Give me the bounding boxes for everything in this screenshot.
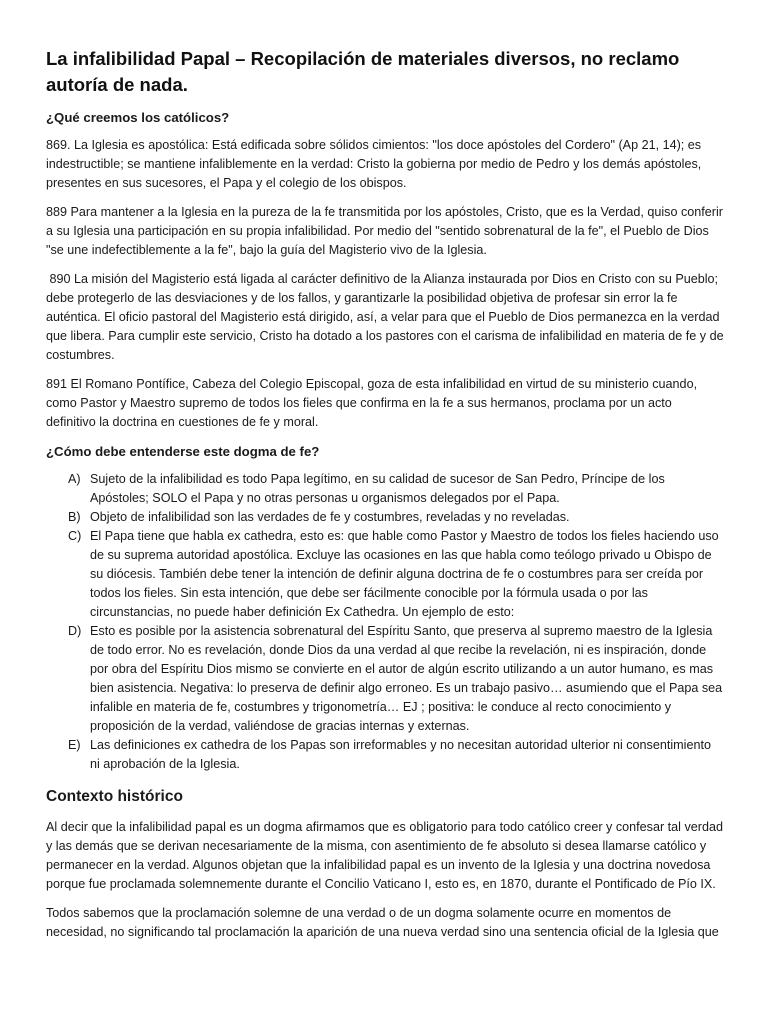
- lettered-list: [46, 470, 724, 774]
- list-item-text: Esto es posible por la asistencia sobrenatural del Espíritu Santo, que preserva al supremo maestro de la Iglesia de todo error. No es revelación, donde Dios da una verdad al que recibe la revelación, ni es inspiración, donde por obra del Espíritu Dios mismo se convierte en el autor de algún escrito utilizando a un autor humano, es mas bien asistencia. Negativa: lo preserva de definir algo erroneo. Es un trabajo pasivo… asumiendo que el Papa sea infalible en materia de fe, costumbres y trigonometría… EJ ; positiva: le conduce al recto conocimiento y proposición de la verdad, valiéndose de gracias internas y externas.: [90, 624, 723, 733]
- question-heading-1: ¿Qué creemos los católicos?: [46, 110, 230, 125]
- list-marker: D): [68, 624, 82, 638]
- list-item-text: Las definiciones ex cathedra de los Papas son irreformables y no necesitan autoridad ulterior ni consentimiento ni aprobación de la Iglesia.: [90, 738, 711, 771]
- paragraph-context-1: Al decir que la infalibilidad papal es un dogma afirmamos que es obligatorio para todo católico creer y confesar tal verdad y las demás que se derivan necesariamente de la misma, con asentimiento de fe absoluto si desea llamarse católico y permanecer en la verdad. Algunos objetan que la infalibilidad papal es un invento de la Iglesia y una doctrina novedosa porque fue proclamada solemnemente durante el Concilio Vaticano I, esto es, en 1870, durante el Pontificado de Pío IX.: [46, 820, 723, 891]
- paragraph-889: 889 Para mantener a la Iglesia en la pureza de la fe transmitida por los apóstoles, Cristo, que es la Verdad, quiso conferir a su Iglesia una participación en su propia infalibilidad. Por medio del "sentido sobrenatural de la fe", el Pueblo de Dios "se une indefectiblemente a la fe", bajo la guía del Magisterio vivo de la Iglesia.: [46, 205, 723, 257]
- list-item: [46, 527, 724, 622]
- list-item-text: El Papa tiene que habla ex cathedra, esto es: que hable como Pastor y Maestro de todos los fieles haciendo uso de su suprema autoridad apostólica. Excluye las ocasiones en las que habla como teólogo privado u Obispo de su diócesis. También debe tener la intención de definir alguna doctrina de fe o costumbres para ser creída por todos los fieles. Sin esta intención, que debe ser fácilmente conocible por la fórmula usada o por las circunstancias, no puede haber definición Ex Cathedra. Un ejemplo de esto:: [90, 529, 719, 619]
- list-marker: E): [68, 738, 81, 752]
- question-heading-2: ¿Cómo debe entenderse este dogma de fe?: [46, 444, 320, 459]
- paragraph-891: 891 El Romano Pontífice, Cabeza del Colegio Episcopal, goza de esta infalibilidad en virtud de su ministerio cuando, como Pastor y Maestro supremo de todos los fieles que confirma en la fe a sus hermanos, proclama por un acto definitivo la doctrina en cuestiones de fe y moral.: [46, 377, 698, 429]
- paragraph-869: 869. La Iglesia es apostólica: Está edificada sobre sólidos cimientos: "los doce apóstoles del Cordero" (Ap 21, 14); es indestructible; se mantiene infaliblemente en la verdad: Cristo la gobierna por medio de Pedro y los demás apóstoles, presentes en sus sucesores, el Papa y el colegio de los obispos.: [46, 138, 702, 190]
- list-marker: B): [68, 510, 81, 524]
- list-item: [46, 622, 724, 736]
- paragraph-context-2: Todos sabemos que la proclamación solemne de una verdad o de un dogma solamente ocurre en momentos de necesidad, no significando tal proclamación la aparición de una nueva verdad sino una sentencia oficial de la Iglesia que: [46, 906, 719, 939]
- list-item: [46, 470, 724, 508]
- list-item: [46, 508, 724, 527]
- paragraph-890: 890 La misión del Magisterio está ligada al carácter definitivo de la Alianza instaurada por Dios en Cristo con su Pueblo; debe protegerlo de las desviaciones y de los fallos, y garantizarle la posibilidad objetiva de profesar sin error la fe auténtica. El oficio pastoral del Magisterio está dirigido, así, a velar para que el Pueblo de Dios permanezca en la verdad que libera. Para cumplir este servicio, Cristo ha dotado a los pastores con el carisma de infalibilidad en materia de fe y de costumbres.: [46, 272, 728, 362]
- list-item-text: Sujeto de la infalibilidad es todo Papa legítimo, en su calidad de sucesor de San Pedro, Príncipe de los Apóstoles; SOLO el Papa y no otras personas u organismos delegados por el Papa.: [90, 472, 665, 505]
- section-heading-context: Contexto histórico: [46, 788, 183, 805]
- list-marker: C): [68, 529, 82, 543]
- list-marker: A): [68, 472, 81, 486]
- document-title: La infalibilidad Papal – Recopilación de materiales diversos, no reclamo autoría de nada.: [46, 48, 680, 95]
- list-item: [46, 736, 724, 774]
- list-item-text: Objeto de infalibilidad son las verdades de fe y costumbres, reveladas y no reveladas.: [90, 510, 570, 524]
